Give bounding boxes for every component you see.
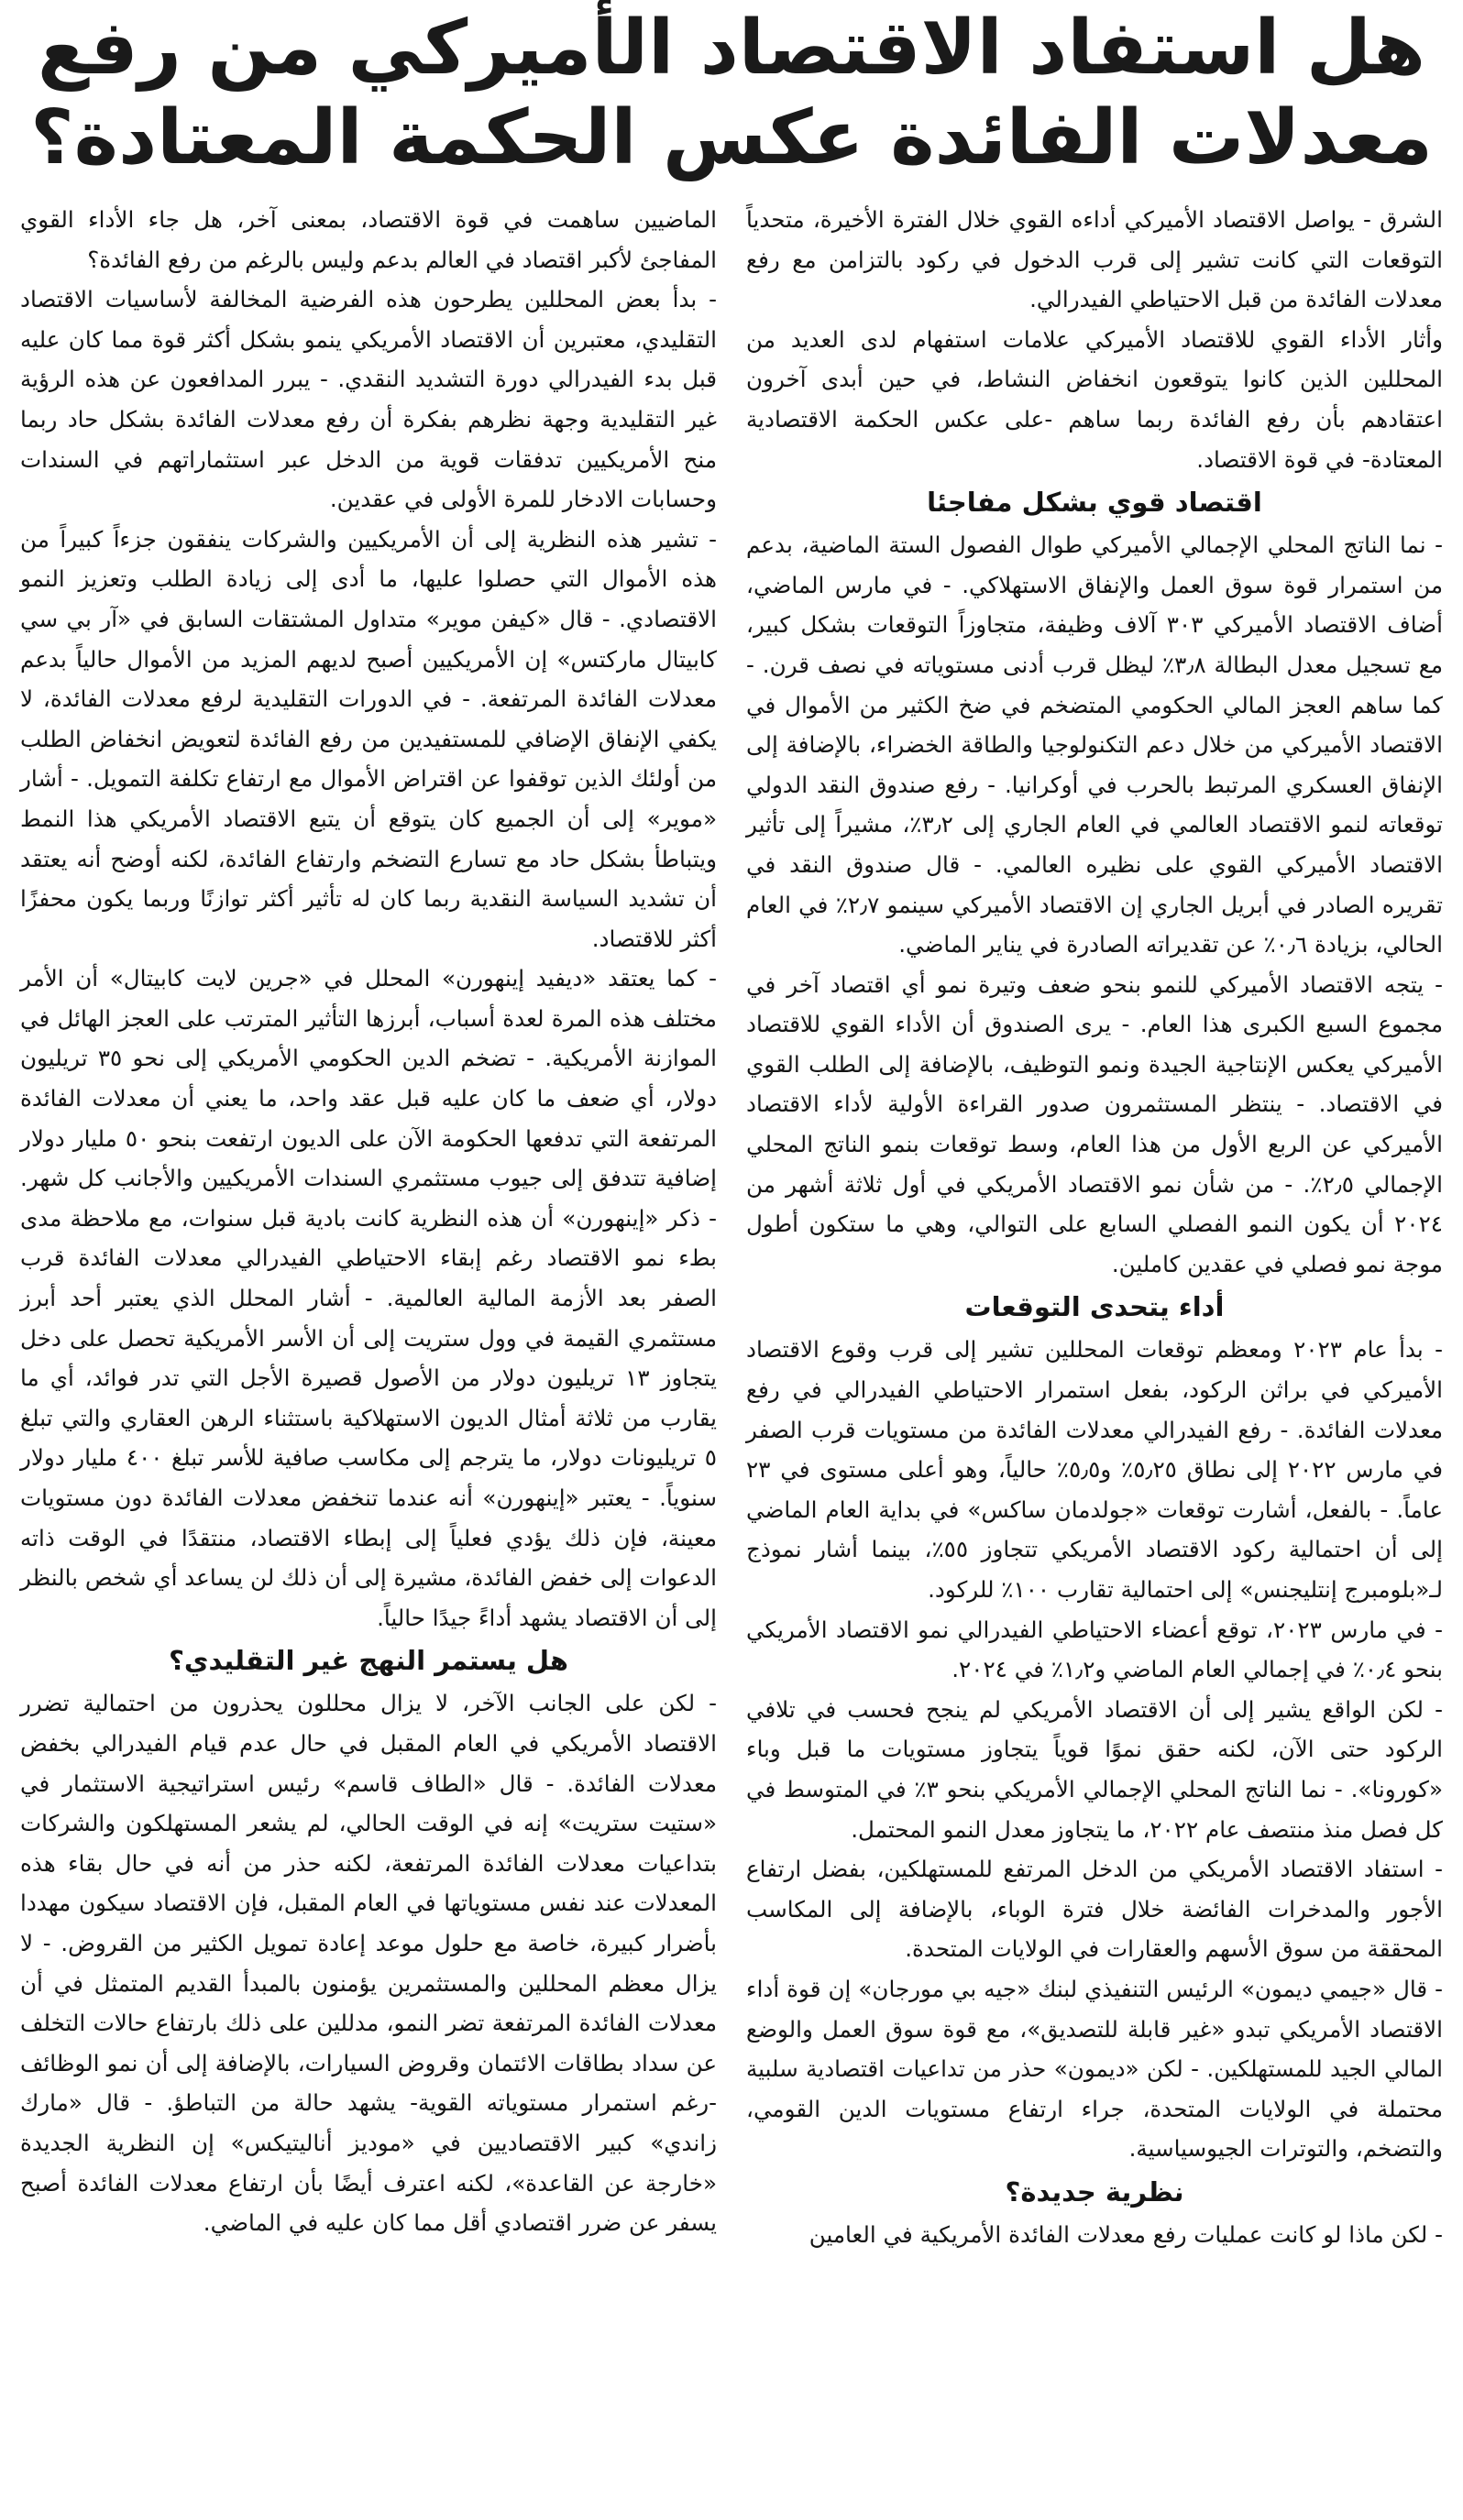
left-column	[20, 200, 717, 2255]
paragraph: وأثار الأداء القوي للاقتصاد الأميركي علامات استفهام لدى العديد من المحللين الذين كانوا يتوقعون انخفاض النشاط، في حين أبدى آخرون اعتقادهم بأن رفع الفائدة ربما ساهم -على عكس الحكمة الاقتصادية المعتادة- في قوة الاقتصاد.	[746, 325, 1443, 473]
paragraph: الشرق - يواصل الاقتصاد الأميركي أداءه القوي خلال الفترة الأخيرة، متحدياً التوقعات التي كانت تشير إلى قرب الدخول في ركود بالتزامن مع رفع معدلات الفائدة من قبل الاحتياطي الفيدرالي.	[746, 206, 1443, 313]
article-columns	[20, 200, 1443, 2255]
paragraph: - تشير هذه النظرية إلى أن الأمريكيين والشركات ينفقون جزءاً كبيراً من هذه الأموال التي حصلوا عليها، ما أدى إلى زيادة الطلب وتعزيز النمو الاقتصادي. - قال «كيفن موير» متداول المشتقات السابق في «آر بي سي كابيتال ماركتس» إن الأمريكيين أصبح لديهم المزيد من الأموال حالياً بدعم معدلات الفائدة المرتفعة. - في الدورات التقليدية لرفع معدلات الفائدة، لا يكفي الإنفاق الإضافي للمستفيدين من رفع الفائدة لتعويض انخفاض الطلب من أولئك الذين توقفوا عن اقتراض الأموال مع ارتفاع تكلفة التمويل. - أشار «موير» إلى أن الجميع كان يتوقع أن يتبع الاقتصاد الأمريكي هذا النمط ويتباطأ بشكل حاد مع تسارع التضخم وارتفاع الفائدة، لكنه أوضح أنه يعتقد أن تشديد السياسة النقدية ربما كان له تأثير أكثر توازنًا وربما يكون محفزًا أكثر للاقتصاد.	[20, 525, 717, 952]
right-column	[746, 200, 1443, 2255]
paragraph: - نما الناتج المحلي الإجمالي الأميركي طوال الفصول الستة الماضية، بدعم من استمرار قوة سوق العمل والإنفاق الاستهلاكي. - في مارس الماضي، أضاف الاقتصاد الأميركي ٣٠٣ آلاف وظيفة، متجاوزاً التوقعات بشكل كبير، مع تسجيل معدل البطالة ٣٫٨٪ ليظل قرب أدنى مستوياته في نصف قرن. - كما ساهم العجز المالي الحكومي المتضخم في ضخ الكثير من الأموال في الاقتصاد الأميركي من خلال دعم التكنولوجيا والطاقة الخضراء، بالإضافة إلى الإنفاق العسكري المرتبط بالحرب في أوكرانيا. - رفع صندوق النقد الدولي توقعاته لنمو الاقتصاد العالمي في العام الجاري إلى ٣٫٢٪، مشيراً إلى تأثير الاقتصاد الأميركي القوي على نظيره العالمي. - قال صندوق النقد في تقريره الصادر في أبريل الجاري إن الاقتصاد الأميركي سينمو ٢٫٧٪ في العام الحالي، بزيادة ٠٫٦٪ عن تقديراته الصادرة في يناير الماضي.	[746, 531, 1443, 959]
article-headline	[20, 4, 1443, 183]
paragraph: - بدأ عام ٢٠٢٣ ومعظم توقعات المحللين تشير إلى قرب وقوع الاقتصاد الأميركي في براثن الركود، بفعل استمرار الاحتياطي الفيدرالي في رفع معدلات الفائدة. - رفع الفيدرالي معدلات الفائدة من مستويات قرب الصفر في مارس ٢٠٢٢ إلى نطاق ٥٫٢٥٪ و٥٫٥٪ حالياً، وهو أعلى مستوى في ٢٣ عاماً. - بالفعل، أشارت توقعات «جولدمان ساكس» في بداية العام الماضي إلى أن احتمالية ركود الاقتصاد الأمريكي تتجاوز ٥٥٪، بينما أشار نموذج لـ«بلومبرج إنتليجنس» إلى احتمالية تقارب ١٠٠٪ للركود.	[746, 1336, 1444, 1603]
paragraph: - استفاد الاقتصاد الأمريكي من الدخل المرتفع للمستهلكين، بفضل ارتفاع الأجور والمدخرات الفائضة خلال فترة الوباء، بالإضافة إلى المكاسب المحققة من سوق الأسهم والعقارات في الولايات المتحدة.	[746, 1856, 1443, 1963]
paragraph: الماضيين ساهمت في قوة الاقتصاد، بمعنى آخر، هل جاء الأداء القوي المفاجئ لأكبر اقتصاد في العالم بدعم وليس بالرغم من رفع الفائدة؟	[20, 206, 717, 273]
headline-line-1: هل استفاد الاقتصاد الأميركي من رفع	[38, 5, 1425, 92]
paragraph: - لكن على الجانب الآخر، لا يزال محللون يحذرون من احتمالية تضرر الاقتصاد الأمريكي في العام المقبل في حال عدم قيام الفيدرالي بخفض معدلات الفائدة. - قال «الطاف قاسم» رئيس استراتيجية الاستثمار في «ستيت ستريت» إنه في الوقت الحالي، لم يشعر المستهلكون والشركات بتداعيات معدلات الفائدة المرتفعة، لكنه حذر من أنه في حال بقاء هذه المعدلات عند نفس مستوياتها في العام المقبل، فإن الاقتصاد سيكون مهددا بأضرار كبيرة، خاصة مع حلول موعد إعادة تمويل الكثير من القروض. - لا يزال معظم المحللين والمستثمرين يؤمنون بالمبدأ القديم المتمثل في أن معدلات الفائدة المرتفعة تضر النمو، مدللين على ذلك بارتفاع حالات التخلف عن سداد بطاقات الائتمان وقروض السيارات، بالإضافة إلى أن نمو الوظائف -رغم استمرار مستوياته القوية- يشهد حالة من التباطؤ. - قال «مارك زاندي» كبير الاقتصاديين في «موديز أناليتيكس» إن النظرية الجديدة «خارجة عن القاعدة»، لكنه اعترف أيضًا بأن ارتفاع معدلات الفائدة أصبح يسفر عن ضرر اقتصادي أقل مما كان عليه في الماضي.	[20, 1690, 717, 2237]
headline-line-2: معدلات الفائدة عكس الحكمة المعتادة؟	[30, 94, 1433, 181]
paragraph: - قال «جيمي ديمون» الرئيس التنفيذي لبنك «جيه بي مورجان» إن قوة أداء الاقتصاد الأمريكي تبدو «غير قابلة للتصديق»، مع قوة سوق العمل والوضع المالي الجيد للمستهلكين. - لكن «ديمون» حذر من تداعيات اقتصادية سلبية محتملة في الولايات المتحدة، جراء ارتفاع مستويات الدين القومي، والتضخم، والتوترات الجيوسياسية.	[746, 1975, 1443, 2163]
paragraph: - بدأ بعض المحللين يطرحون هذه الفرضية المخالفة لأساسيات الاقتصاد التقليدي، معتبرين أن الاقتصاد الأمريكي ينمو بشكل أكثر قوة مما كان عليه قبل بدء الفيدرالي دورة التشديد النقدي. - يبرر المدافعون عن هذه الرؤية غير التقليدية وجهة نظرهم بفكرة أن رفع معدلات الفائدة بشكل حاد ربما منح الأمريكيين تدفقات قوية من الدخل عبر استثماراتهم في السندات وحسابات الادخار للمرة الأولى في عقدين.	[20, 286, 717, 513]
paragraph: - يتجه الاقتصاد الأميركي للنمو بنحو ضعف وتيرة نمو أي اقتصاد آخر في مجموع السبع الكبرى هذا العام. - يرى الصندوق أن الأداء القوي للاقتصاد الأميركي يعكس الإنتاجية الجيدة ونمو التوظيف، بالإضافة إلى الطلب القوي في الاقتصاد. - ينتظر المستثمرون صدور القراءة الأولية لأداء الاقتصاد الأميركي عن الربع الأول من هذا العام، وسط توقعات بنمو الناتج المحلي الإجمالي ٢٫٥٪. - من شأن نمو الاقتصاد الأمريكي في أول ثلاثة أشهر من ٢٠٢٤ أن يكون النمو الفصلي السابع على التوالي، وهي ما ستكون أطول موجة نمو فصلي في عقدين كاملين.	[746, 970, 1443, 1277]
section-subheading: نظرية جديدة؟	[1005, 2175, 1184, 2208]
section-subheading: أداء يتحدى التوقعات	[964, 1291, 1225, 1323]
paragraph: - في مارس ٢٠٢٣، توقع أعضاء الاحتياطي الفيدرالي نمو الاقتصاد الأمريكي بنحو ٠٫٤٪ في إجمالي العام الماضي و١٫٢٪ في ٢٠٢٤.	[746, 1616, 1443, 1683]
paragraph: - لكن ماذا لو كانت عمليات رفع معدلات الفائدة الأمريكية في العامين	[808, 2220, 1443, 2248]
paragraph: - كما يعتقد «ديفيد إينهورن» المحلل في «جرين لايت كابيتال» أن الأمر مختلف هذه المرة لعدة أسباب، أبرزها التأثير المترتب على العجز الهائل في الموازنة الأمريكية. - تضخم الدين الحكومي الأمريكي إلى نحو ٣٥ تريليون دولار، أي ضعف ما كان عليه قبل عقد واحد، ما يعني أن معدلات الفائدة المرتفعة التي تدفعها الحكومة الآن على الديون ارتفعت بنحو ٥٠ مليار دولار إضافية تتدفق إلى جيوب مستثمري السندات الأمريكيين والأجانب كل شهر. - ذكر «إينهورن» أن هذه النظرية كانت بادية قبل سنوات، مع ملاحظة مدى بطء نمو الاقتصاد رغم إبقاء الاحتياطي الفيدرالي معدلات الفائدة قرب الصفر بعد الأزمة المالية العالمية. - أشار المحلل الذي يعتبر أحد أبرز مستثمري القيمة في وول ستريت إلى أن الأسر الأمريكية تحصل على دخل يتجاوز ١٣ تريليون دولار من الأصول قصيرة الأجل التي تدر فوائد، أي ما يقارب من ثلاثة أمثال الديون الاستهلاكية باستثناء الرهن العقاري والتي تبلغ ٥ تريليونات دولار، ما يترجم إلى مكاسب صافية للأسر تبلغ ٤٠٠ مليار دولار سنوياً. - يعتبر «إينهورن» أنه عندما تنخفض معدلات الفائدة دون مستويات معينة، فإن ذلك يؤدي فعلياً إلى إبطاء الاقتصاد، منتقدًا في الوقت ذاته الدعوات إلى خفض الفائدة، مشيرة إلى أن ذلك لن يساعد أي شخص بالنظر إلى أن الاقتصاد يشهد أداءً جيدًا حالياً.	[20, 965, 718, 1631]
paragraph: - لكن الواقع يشير إلى أن الاقتصاد الأمريكي لم ينجح فحسب في تلافي الركود حتى الآن، لكنه حقق نموًا قوياً يتجاوز مستويات ما قبل وباء «كورونا». - نما الناتج المحلي الإجمالي الأمريكي بنحو ٣٪ في المتوسط في كل فصل منذ منتصف عام ٢٠٢٢، ما يتجاوز معدل النمو المحتمل.	[746, 1695, 1443, 1843]
section-subheading: اقتصاد قوي بشكل مفاجئا	[927, 487, 1262, 519]
section-subheading: هل يستمر النهج غير التقليدي؟	[169, 1645, 568, 1677]
